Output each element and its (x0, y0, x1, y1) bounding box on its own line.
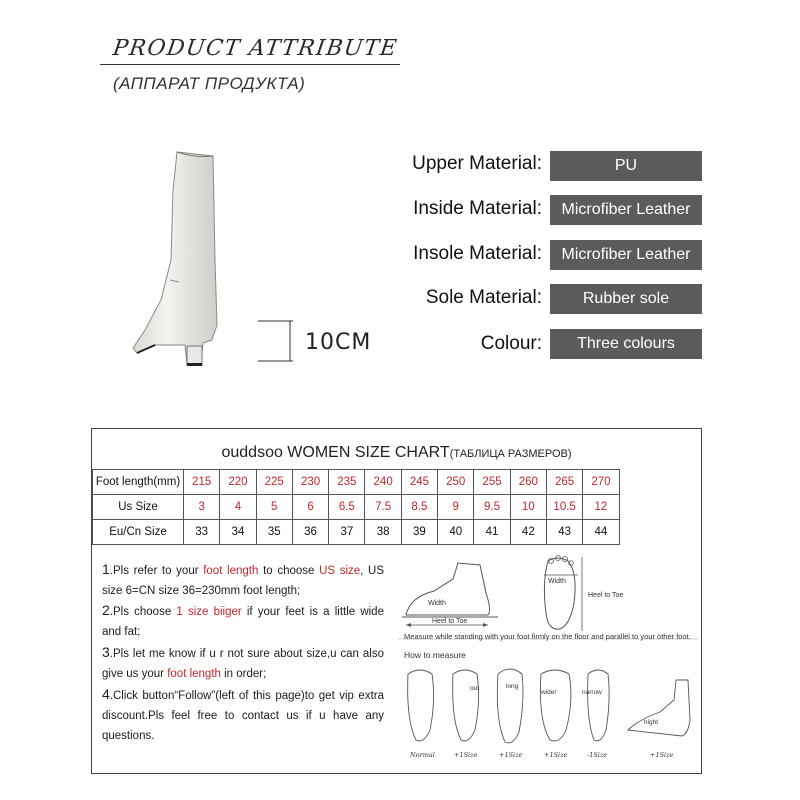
caption-plus1: +1Size (454, 751, 478, 759)
attr-value-inside: Microfiber Leather (550, 195, 702, 225)
table-cell: 36 (292, 520, 328, 545)
attr-value-sole: Rubber sole (550, 284, 702, 314)
table-cell: 245 (401, 470, 437, 495)
label-long: long (506, 683, 519, 690)
table-cell: 38 (365, 520, 401, 545)
table-row-foot-length (93, 470, 620, 495)
table-cell: 12 (583, 495, 619, 520)
foot-shape-illustration (398, 660, 698, 765)
table-row-us-size (93, 495, 620, 520)
illus-width-side: Width (428, 600, 446, 607)
table-cell: 255 (474, 470, 510, 495)
table-cell: 230 (292, 470, 328, 495)
label-wider: wider (541, 689, 557, 696)
page-title: PRODUCT ATTRIBUTE (111, 36, 400, 61)
table-cell: 39 (401, 520, 437, 545)
attr-value-colour: Three colours (550, 329, 702, 359)
table-cell: 43 (546, 520, 582, 545)
size-chart-title-ru: (ТАБЛИЦА РАЗМЕРОВ) (449, 448, 572, 460)
table-cell: 7.5 (365, 495, 401, 520)
attr-value-upper: PU (550, 151, 702, 181)
heel-height-label: 10CM (305, 330, 372, 355)
row-header: Us Size (93, 495, 184, 520)
table-cell: 235 (329, 470, 365, 495)
illus-caption: Measure while standing with your foot firmly on the floor and parallel to your other foot. (404, 632, 691, 641)
caption-plus1: +1Size (499, 751, 523, 759)
size-chart-title-main: ouddsoo WOMEN SIZE CHART (221, 444, 450, 461)
boot-image (115, 150, 245, 370)
table-cell: 9 (438, 495, 474, 520)
table-cell: 6 (292, 495, 328, 520)
table-cell: 40 (438, 520, 474, 545)
row-header: Foot length(mm) (93, 470, 184, 495)
table-cell: 4 (220, 495, 256, 520)
table-cell: 5 (256, 495, 292, 520)
table-cell: 265 (546, 470, 582, 495)
page-subtitle: (АППАРАТ ПРОДУКТА) (113, 74, 306, 93)
note-4: 4.Click button“Follow”(left of this page)to get vip extra discount.Pls feel free to contact us if u have any questions. (102, 686, 384, 742)
title-underline (100, 64, 400, 65)
table-cell: 220 (220, 470, 256, 495)
table-cell: 10.5 (546, 495, 582, 520)
table-cell: 270 (583, 470, 619, 495)
table-cell: 33 (184, 520, 220, 545)
note-3: 3.Pls let me know if u r not sure about size,u can also give us your foot length in order; (102, 644, 384, 680)
attr-label-insole: Insole Material: (413, 243, 542, 264)
illus-heel-toe-top: Heel to Toe (588, 592, 624, 599)
table-cell: 44 (583, 520, 619, 545)
attr-label-inside: Inside Material: (413, 198, 542, 219)
table-row-eu-size (93, 520, 620, 545)
table-cell: 35 (256, 520, 292, 545)
note-1: 1.Pls refer to your foot length to choose US size, US size 6=CN size 36=230mm foot length; (102, 561, 384, 597)
table-cell: 9.5 (474, 495, 510, 520)
label-hight: hight (644, 719, 659, 726)
table-cell: 41 (474, 520, 510, 545)
row-header: Eu/Cn Size (93, 520, 184, 545)
table-cell: 250 (438, 470, 474, 495)
table-cell: 215 (184, 470, 220, 495)
table-cell: 42 (510, 520, 546, 545)
caption-normal: Normal (410, 751, 435, 759)
table-cell: 3 (184, 495, 220, 520)
table-cell: 240 (365, 470, 401, 495)
illus-how-to: How to measure (404, 650, 466, 660)
caption-plus1: +1Size (650, 751, 674, 759)
table-cell: 260 (510, 470, 546, 495)
illus-heel-toe-side: Heel to Toe (432, 618, 468, 625)
caption-minus1: -1Size (587, 751, 608, 759)
size-table (92, 469, 620, 545)
size-chart-title (92, 444, 701, 462)
attr-label-colour: Colour: (480, 333, 542, 354)
illus-width-top: Width (548, 578, 566, 585)
note-2: 2.Pls choose 1 size biiger if your feet is a little wide and fat; (102, 602, 384, 638)
table-cell: 34 (220, 520, 256, 545)
table-cell: 10 (510, 495, 546, 520)
label-out: out (470, 685, 480, 692)
caption-plus1: +1Size (544, 751, 568, 759)
table-cell: 37 (329, 520, 365, 545)
attr-value-insole: Microfiber Leather (550, 240, 702, 270)
attr-label-sole: Sole Material: (425, 287, 542, 308)
attr-label-upper: Upper Material: (412, 153, 542, 174)
label-narrow: narrow (582, 689, 602, 696)
table-cell: 6.5 (329, 495, 365, 520)
table-cell: 8.5 (401, 495, 437, 520)
table-cell: 225 (256, 470, 292, 495)
